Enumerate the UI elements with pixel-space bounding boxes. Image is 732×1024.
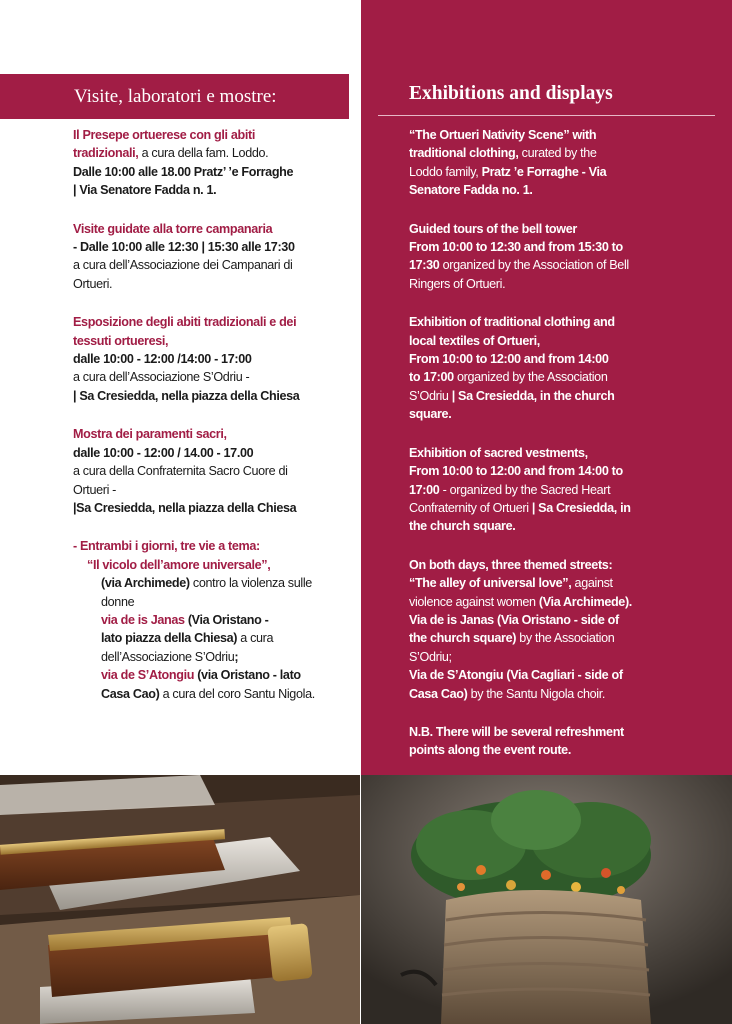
en-bell-tower-title: Guided tours of the bell tower <box>409 221 577 236</box>
street-atongiu-desc: a cura del coro Santu Nigola. <box>159 686 315 701</box>
basket-illustration <box>361 775 732 1024</box>
clothing-title-cont: tessuti ortueresi, <box>73 333 169 348</box>
vestments-title: Mostra dei paramenti sacri, <box>73 427 227 442</box>
themed-streets-block <box>73 537 343 703</box>
en-themed-streets-block <box>409 556 671 703</box>
en-bell-tower-organizer-cont: Ringers of Ortueri. <box>409 276 506 291</box>
en-clothing-title-cont: local textiles of Ortueri, <box>409 333 540 348</box>
en-street-atongiu-desc: by the Santu Nigola choir. <box>467 686 606 701</box>
vestments-location: |Sa Cresiedda, nella piazza della Chiesa <box>73 500 297 515</box>
nativity-curator: a cura della fam. Loddo. <box>138 146 269 161</box>
en-vestments-location-cont: the church square. <box>409 519 516 534</box>
vestments-organizer: a cura della Confraternita Sacro Cuore di <box>73 464 288 479</box>
italian-heading: Visite, laboratori e mostre: <box>0 74 349 119</box>
en-bell-tower-hours: From 10:00 to 12:30 and from 15:30 to <box>409 240 623 255</box>
street-atongiu-road: (via Oristano - lato <box>194 668 301 683</box>
vestments-block <box>73 425 343 517</box>
en-clothing-organizer-cont: S’Odriu <box>409 388 452 403</box>
en-street-love-desc-cont: violence against women <box>409 594 539 609</box>
en-nativity-family: Loddo family, <box>409 164 482 179</box>
nativity-address: | Via Senatore Fadda n. 1. <box>73 183 217 198</box>
italian-column <box>73 126 343 723</box>
en-clothing-location: | Sa Cresiedda, in the church <box>451 388 615 403</box>
street-janas-road-cont: lato piazza della Chiesa) <box>101 631 238 646</box>
en-nativity-curator: curated by the <box>518 146 597 161</box>
english-column <box>409 126 671 780</box>
street-janas-road: (Via Oristano - <box>184 612 269 627</box>
bell-tower-block <box>73 220 343 294</box>
en-street-atongiu-title: Via de S’Atongiu (Via Cagliari - side of <box>409 668 623 683</box>
en-vestments-block <box>409 444 671 536</box>
en-clothing-hours-end: to 17:00 <box>409 370 454 385</box>
en-note-block <box>409 723 671 760</box>
en-bell-tower-hours-end: 17:30 <box>409 258 440 273</box>
themed-streets-title: - Entrambi i giorni, tre vie a tema: <box>73 539 260 554</box>
street-janas-desc: a cura <box>237 631 274 646</box>
heading-divider <box>378 115 715 116</box>
clothing-block <box>73 313 343 405</box>
bell-tower-title: Visite guidate alla torre campanaria <box>73 221 273 236</box>
en-bell-tower-block <box>409 220 671 294</box>
en-themed-streets-title: On both days, three themed streets: <box>409 557 613 572</box>
clothing-title: Esposizione degli abiti tradizionali e dei <box>73 315 297 330</box>
en-street-atongiu-road: Casa Cao) <box>409 686 468 701</box>
street-atongiu-road-cont: Casa Cao) <box>101 686 160 701</box>
clothing-organizer: a cura dell’Associazione S’Odriu - <box>73 370 250 385</box>
en-note-line: N.B. There will be several refreshment <box>409 724 624 739</box>
en-vestments-organizer-cont: Confraternity of Ortueri <box>409 500 532 515</box>
nativity-title: Il Presepe ortuerese con gli abiti <box>73 128 255 142</box>
en-clothing-organizer: organized by the Association <box>453 370 608 385</box>
en-street-janas-road: the church square) <box>409 631 517 646</box>
vestments-organizer-cont: Ortueri - <box>73 482 117 497</box>
en-vestments-hours: From 10:00 to 12:00 and from 14:00 to <box>409 464 623 479</box>
street-janas-title: via de is Janas <box>101 612 185 627</box>
en-bell-tower-organizer: organized by the Association of Bell <box>439 258 629 273</box>
knives-illustration <box>0 775 360 1024</box>
en-street-love-title: “The alley of universal love”, <box>409 576 572 591</box>
en-vestments-location: | Sa Cresiedda, in <box>531 500 631 515</box>
knives-photo <box>0 775 360 1024</box>
street-love-desc: contro la violenza sulle <box>189 576 312 591</box>
en-clothing-hours: From 10:00 to 12:00 and from 14:00 <box>409 352 609 367</box>
en-vestments-organizer: - organized by the Sacred Heart <box>439 482 611 497</box>
en-nativity-title: “The Ortueri Nativity Scene” with <box>409 128 597 142</box>
en-vestments-title: Exhibition of sacred vestments, <box>409 445 588 460</box>
en-street-janas-title: Via de is Janas (Via Oristano - side of <box>409 612 619 627</box>
en-nativity-block <box>409 126 671 200</box>
en-nativity-title-cont: traditional clothing, <box>409 146 519 161</box>
en-note-line-cont: points along the event route. <box>409 743 571 758</box>
nativity-hours: Dalle 10:00 alle 18.00 Pratz’ ’e Forraghe <box>73 164 294 179</box>
basket-photo <box>361 775 732 1024</box>
street-love-road: (via Archimede) <box>101 576 190 591</box>
street-janas-desc-cont: dell’Associazione S’Odriu <box>101 649 235 664</box>
bell-tower-hours: - Dalle 10:00 alle 12:30 | 15:30 alle 17:30 <box>73 240 295 255</box>
en-street-janas-desc-cont: S’Odriu; <box>409 649 452 664</box>
street-janas-semicolon: ; <box>234 649 239 664</box>
clothing-location: | Sa Cresiedda, nella piazza della Chiesa <box>73 388 300 403</box>
en-street-love-desc: against <box>571 576 613 591</box>
en-nativity-address: Pratz ’e Forraghe - Via <box>481 164 607 179</box>
en-street-janas-desc: by the Association <box>516 631 615 646</box>
bell-tower-organizer: a cura dell’Associazione dei Campanari di <box>73 258 293 273</box>
en-nativity-address-cont: Senatore Fadda no. 1. <box>409 183 533 198</box>
nativity-title-cont: tradizionali, <box>73 146 139 161</box>
bell-tower-organizer-cont: Ortueri. <box>73 276 113 291</box>
street-love-desc-cont: donne <box>101 594 135 609</box>
en-clothing-title: Exhibition of traditional clothing and <box>409 315 615 330</box>
english-heading: Exhibitions and displays <box>409 83 613 104</box>
en-clothing-block <box>409 313 671 423</box>
street-love-title: “Il vicolo dell’amore universale”, <box>87 557 271 572</box>
vestments-hours: dalle 10:00 - 12:00 / 14.00 - 17.00 <box>73 445 254 460</box>
clothing-hours: dalle 10:00 - 12:00 /14:00 - 17:00 <box>73 352 252 367</box>
street-atongiu-title: via de S’Atongiu <box>101 668 195 683</box>
en-vestments-hours-end: 17:00 <box>409 482 440 497</box>
nativity-block <box>73 126 343 200</box>
en-street-love-road: (Via Archimede). <box>538 594 632 609</box>
en-clothing-location-cont: square. <box>409 407 452 422</box>
